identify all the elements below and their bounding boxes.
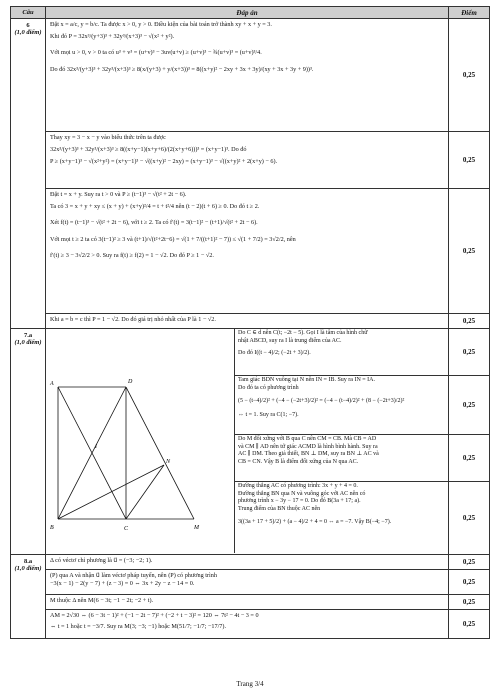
q6-points: (1,0 điểm) xyxy=(14,29,42,36)
q7a-b1-line-2: nhật ABCD, suy ra I là trung điểm của AC. xyxy=(238,337,342,344)
q7a-b2-line-2: Do đó ta có phương trình xyxy=(238,384,299,391)
header-dapan: Đáp án xyxy=(46,7,449,19)
q8a-row-1 xyxy=(11,555,490,570)
q7a-score-2: 0,25 xyxy=(449,376,489,435)
q8a-block-4 xyxy=(46,610,449,639)
q7a-block-4 xyxy=(235,482,448,554)
q6-b1-line-4: Do đó 32x³/(y+3)³ + 32y³/(x+3)³ ≥ 8(x/(y+3) + y/(x+3))³ = 8((x+y)² − 2xy + 3x + 3y)/(xy + 3x + 3y + 9))³. xyxy=(50,65,314,73)
q6-score-3: 0,25 xyxy=(449,189,490,314)
q6-row-1 xyxy=(11,19,490,132)
q6-b2-line-1: Thay xy = 3 − x − y vào biểu thức trên ta được xyxy=(50,134,166,141)
q7a-b1-line-3: Do đó I((t − 4)/2; (−2t + 3)/2). xyxy=(238,350,311,357)
geometry-diagram xyxy=(46,329,234,553)
q8a-b4-line-2: ⇔ t = 1 hoặc t = −3/7. Suy ra M(3; −3; −1) hoặc M(51/7; −1/7; −17/7). xyxy=(50,623,227,631)
q7a-content xyxy=(46,329,449,555)
q7a-score-4: 0,25 xyxy=(462,514,476,522)
q8a-score-2: 0,25 xyxy=(449,570,490,595)
q8a-b1-line-1: Δ có véctơ chỉ phương là u⃗ = (−3; −2; 1). xyxy=(50,557,153,564)
q6-score-2: 0,25 xyxy=(449,132,490,189)
q7a-b4-line-3: phương trình x − 3y − 17 = 0. Do đó B(3a + 17; a). xyxy=(238,498,361,505)
q8a-score-1: 0,25 xyxy=(449,555,490,570)
q6-b3-line-3: Xét f(t) = (t−1)³ − √(t² + 2t − 6), với t ≥ 2. Ta có f′(t) = 3(t−1)² − (t+1)/√(t² + 2t − 6). xyxy=(50,219,258,227)
q6-b3-line-1: Đặt t = x + y. Suy ra t > 0 và P ≥ (t−1)³ − √(t² + 2t − 6). xyxy=(50,191,187,198)
q6-b3-line-4: Với mọi t ≥ 2 ta có 3(t−1)² ≥ 3 và (t+1)/√(t²+2t−6) = √(1 + 7/((t+1)² − 7)) ≤ √(1 + 7/2) = 3√2/2, nên xyxy=(50,235,296,243)
q7a-points: (1,0 điểm) xyxy=(14,339,42,346)
q8a-score-4: 0,25 xyxy=(449,610,490,639)
q7a-scores xyxy=(449,329,490,555)
point-i-label: I xyxy=(95,444,97,450)
q8a-b2-line-1: (P) qua A và nhận u⃗ làm véctơ pháp tuyến, nên (P) có phương trình xyxy=(50,572,217,579)
rectangle-figure xyxy=(46,329,234,553)
answer-key-page xyxy=(10,6,490,674)
header-row xyxy=(11,7,490,19)
page-footer: Trang 3/4 xyxy=(236,680,264,688)
q6-b3-line-5: f′(t) ≥ 3 − 3√2/2 > 0. Suy ra f(t) ≥ f(2) = 1 − √2. Do đó P ≥ 1 − √2. xyxy=(50,251,214,259)
point-c-label: C xyxy=(124,526,129,532)
q7a-block-3 xyxy=(235,435,448,482)
q6-score-1: 0,25 xyxy=(449,19,490,132)
q6-score-4: 0,25 xyxy=(449,314,490,329)
q6-b3-line-2: Ta có 3 = x + y + xy ≤ (x + y) + (x+y)²/4 = t + t²/4 nên (t − 2)(t + 6) ≥ 0. Do đó t ≥ 2. xyxy=(50,203,260,211)
q8a-points: (1,0 điểm) xyxy=(14,565,42,572)
q7a-b3-line-4: CB = CN. Vậy B là điểm đối xứng của N qua AC. xyxy=(238,458,359,465)
point-b-label: B xyxy=(50,525,54,531)
point-a-label: A xyxy=(50,381,54,387)
q8a-score-3: 0,25 xyxy=(449,595,490,610)
q7a-b4-line-1: Đường thẳng AC có phương trình: 3x + y + 4 = 0. xyxy=(238,483,358,489)
q6-block-1 xyxy=(46,19,449,132)
q7a-b4-line-5: 3((3a + 17 + 5)/2) + (a − 4)/2 + 4 = 0 ⇔ a = −7. Vậy B(−4; −7). xyxy=(238,519,392,526)
q8a-row-3 xyxy=(11,595,490,610)
q8a-b2-line-2: −3(x − 1) − 2(y − 7) + (z − 3) = 0 ⇔ 3x + 2y − z − 14 = 0. xyxy=(50,580,195,588)
header-cau: Câu xyxy=(11,7,46,19)
q7a-block-2 xyxy=(235,376,448,435)
q6-b2-line-3: P ≥ (x+y−1)³ − √(x²+y²) = (x+y−1)³ − √((x+y)² − 2xy) = (x+y−1)³ − √((x+y)² + 2(x+y) − 6). xyxy=(50,158,278,166)
q8a-b4-line-1: AM = 2√30 ⇔ (6 − 3t − 1)² + (−1 − 2t − 7)² + (−2 + t − 3)² = 120 ⇔ 7t² − 4t − 3 = 0 xyxy=(50,612,259,619)
q6-label: 6 xyxy=(26,22,30,29)
q7a-row xyxy=(11,329,490,555)
q7a-block-1 xyxy=(235,329,448,376)
q6-b1-line-1: Đặt x = a/c, y = b/c. Ta được x > 0, y > 0. Điều kiện của bài toán trở thành xy + x + y = 3. xyxy=(50,21,272,28)
q8a-label-cell xyxy=(11,555,46,639)
answer-table xyxy=(10,6,490,639)
q6-b1-line-2: Khi đó P = 32x³/(y+3)³ + 32y³/(x+3)³ − √(x² + y²). xyxy=(50,33,175,41)
q6-block-3 xyxy=(46,189,449,314)
q6-row-4 xyxy=(11,314,490,329)
point-m-label: M xyxy=(194,525,199,531)
q6-b2-line-2: 32x³/(y+3)³ + 32y³/(x+3)³ ≥ 8((x+y−1)(x+y+6)/(2(x+y+6)))³ = (x+y−1)³. Do đó xyxy=(50,146,247,154)
header-diem: Điểm xyxy=(449,7,490,19)
q6-b1-line-3: Với mọi u > 0, v > 0 ta có u³ + v³ = (u+v)³ − 3uv(u+v) ≥ (u+v)³ − ¾(u+v)³ = (u+v)³/4. xyxy=(50,49,262,57)
point-d-label: D xyxy=(128,379,133,385)
q8a-b3-line-1: M thuộc Δ nên M(6 − 3t; −1 − 2t; −2 + t). xyxy=(50,597,154,604)
q7a-b3-line-3: AC ∥ DM. Theo giả thiết, BN ⊥ DM, suy ra BN ⊥ AC và xyxy=(238,451,379,458)
q6-b4-line-1: Khi a = b = c thì P = 1 − √2. Do đó giá trị nhỏ nhất của P là 1 − √2. xyxy=(50,316,216,323)
q6-row-3 xyxy=(11,189,490,314)
q8a-block-1 xyxy=(46,555,449,570)
q7a-b4-line-4: Trung điểm của BN thuộc AC nên xyxy=(238,505,321,512)
q7a-b1-line-1: Do C ∈ d nên C(t; −2t − 5). Gọi I là tâm của hình chữ xyxy=(238,330,368,336)
q7a-b4-line-2: Đường thẳng BN qua N và vuông góc với AC nên có xyxy=(238,490,366,497)
q7a-b2-line-4: ⇔ t = 1. Suy ra C(1; −7). xyxy=(238,411,299,418)
q8a-block-2 xyxy=(46,570,449,595)
q7a-b2-line-1: Tam giác BDN vuông tại N nên IN = IB. Suy ra IN = IA. xyxy=(238,377,375,383)
q6-label-cell xyxy=(11,19,46,329)
q6-block-4 xyxy=(46,314,449,329)
q7a-label: 7.a xyxy=(23,332,33,339)
q7a-b2-line-3: (5 − (t−4)/2)² + (−4 − (−2t+3)/2)² = (−4 − (t−4)/2)² + (8 − (−2t+3)/2)² xyxy=(238,398,405,405)
q8a-block-3 xyxy=(46,595,449,610)
q7a-label-cell xyxy=(11,329,46,555)
q7a-score-1: 0,25 xyxy=(449,329,489,376)
q8a-row-2 xyxy=(11,570,490,595)
point-n-label: N xyxy=(166,459,171,465)
q7a-b3-line-1: Do M đối xứng với B qua C nên CM = CB. Mà CB = AD xyxy=(238,436,377,442)
q7a-score-3: 0,25 xyxy=(449,435,489,482)
q8a-row-4 xyxy=(11,610,490,639)
q7a-b3-line-2: và CM ∥ AD nên tứ giác ACMD là hình bình hành. Suy ra xyxy=(238,443,378,450)
q8a-label: 8.a xyxy=(23,558,33,565)
q6-row-2 xyxy=(11,132,490,189)
q6-block-2 xyxy=(46,132,449,189)
